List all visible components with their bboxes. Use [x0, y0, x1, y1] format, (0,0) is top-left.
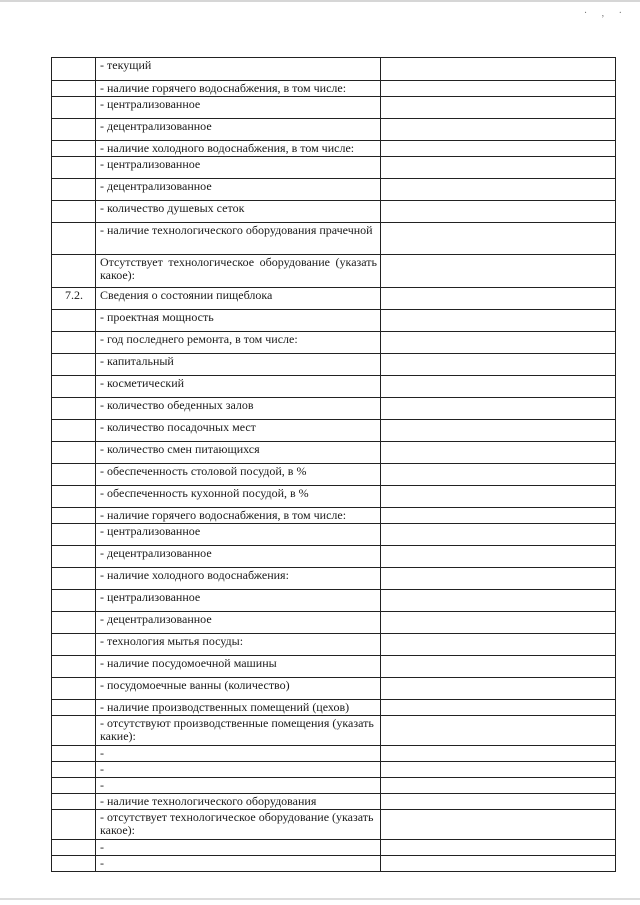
- row-description: - наличие производственных помещений (цехов): [96, 700, 381, 716]
- table-row: [52, 442, 616, 464]
- row-number: [52, 486, 96, 508]
- row-description: - текущий: [96, 58, 381, 81]
- table-row: [52, 119, 616, 141]
- row-number: [52, 656, 96, 678]
- table-row: [52, 856, 616, 872]
- row-number: [52, 778, 96, 794]
- row-value-field[interactable]: [381, 762, 616, 778]
- row-number: [52, 700, 96, 716]
- row-number: [52, 678, 96, 700]
- table-row: [52, 762, 616, 778]
- row-value-field[interactable]: [381, 354, 616, 376]
- row-description: -: [96, 762, 381, 778]
- row-number: [52, 398, 96, 420]
- table-row: [52, 223, 616, 255]
- row-value-field[interactable]: [381, 546, 616, 568]
- row-value-field[interactable]: [381, 58, 616, 81]
- row-number: [52, 97, 96, 119]
- form-table: [51, 57, 616, 872]
- table-row: [52, 179, 616, 201]
- row-number: [52, 332, 96, 354]
- row-value-field[interactable]: [381, 81, 616, 97]
- table-row: [52, 420, 616, 442]
- row-number: [52, 179, 96, 201]
- table-row: [52, 716, 616, 746]
- row-value-field[interactable]: [381, 508, 616, 524]
- table-row: [52, 354, 616, 376]
- row-number: [52, 568, 96, 590]
- table-row: [52, 678, 616, 700]
- row-value-field[interactable]: [381, 656, 616, 678]
- row-value-field[interactable]: [381, 201, 616, 223]
- row-value-field[interactable]: [381, 157, 616, 179]
- row-number: [52, 420, 96, 442]
- scan-bottom-edge: [0, 898, 640, 900]
- table-row: [52, 700, 616, 716]
- row-description: -: [96, 746, 381, 762]
- scan-top-edge: [0, 0, 640, 2]
- row-value-field[interactable]: [381, 119, 616, 141]
- row-description: - косметический: [96, 376, 381, 398]
- row-value-field[interactable]: [381, 332, 616, 354]
- row-value-field[interactable]: [381, 524, 616, 546]
- row-description: - проектная мощность: [96, 310, 381, 332]
- row-description: - децентрализованное: [96, 612, 381, 634]
- table-row: [52, 810, 616, 840]
- row-number: [52, 310, 96, 332]
- row-description: -: [96, 840, 381, 856]
- row-value-field[interactable]: [381, 700, 616, 716]
- row-description: - наличие посудомоечной машины: [96, 656, 381, 678]
- row-description: - количество посадочных мест: [96, 420, 381, 442]
- row-description: Отсутствует технологическое оборудование (указать какое):: [96, 255, 381, 288]
- table-row: [52, 310, 616, 332]
- table-row: [52, 634, 616, 656]
- table-row: [52, 656, 616, 678]
- table-row: [52, 778, 616, 794]
- table-row: [52, 157, 616, 179]
- row-description: - наличие горячего водоснабжения, в том числе:: [96, 81, 381, 97]
- row-number: [52, 794, 96, 810]
- row-value-field[interactable]: [381, 612, 616, 634]
- table-row: [52, 464, 616, 486]
- row-value-field[interactable]: [381, 420, 616, 442]
- row-value-field[interactable]: [381, 442, 616, 464]
- row-description: - децентрализованное: [96, 119, 381, 141]
- row-value-field[interactable]: [381, 310, 616, 332]
- table-row: [52, 794, 616, 810]
- row-number: [52, 255, 96, 288]
- scan-specks: · , ·: [583, 8, 628, 19]
- row-value-field[interactable]: [381, 179, 616, 201]
- row-description: - наличие технологического оборудования: [96, 794, 381, 810]
- row-number: [52, 810, 96, 840]
- row-description: - обеспеченность кухонной посудой, в %: [96, 486, 381, 508]
- row-value-field[interactable]: [381, 746, 616, 762]
- row-number: [52, 81, 96, 97]
- row-number: [52, 58, 96, 81]
- row-number: [52, 508, 96, 524]
- row-value-field[interactable]: [381, 634, 616, 656]
- row-description: - количество смен питающихся: [96, 442, 381, 464]
- row-number: [52, 376, 96, 398]
- row-description: - год последнего ремонта, в том числе:: [96, 332, 381, 354]
- table-row: [52, 398, 616, 420]
- row-description: - обеспеченность столовой посудой, в %: [96, 464, 381, 486]
- row-value-field[interactable]: [381, 255, 616, 288]
- row-number: [52, 141, 96, 157]
- row-value-field[interactable]: [381, 840, 616, 856]
- row-number: 7.2.: [52, 288, 96, 310]
- row-description: - наличие горячего водоснабжения, в том числе:: [96, 508, 381, 524]
- row-number: [52, 354, 96, 376]
- row-description: - децентрализованное: [96, 179, 381, 201]
- form-table-body: [52, 58, 616, 872]
- row-description: - централизованное: [96, 524, 381, 546]
- row-description: - децентрализованное: [96, 546, 381, 568]
- row-number: [52, 223, 96, 255]
- row-description: - централизованное: [96, 590, 381, 612]
- row-number: [52, 840, 96, 856]
- table-row: [52, 612, 616, 634]
- table-row: [52, 508, 616, 524]
- row-description: - наличие холодного водоснабжения, в том числе:: [96, 141, 381, 157]
- row-value-field[interactable]: [381, 376, 616, 398]
- table-row: [52, 201, 616, 223]
- row-value-field[interactable]: [381, 464, 616, 486]
- row-value-field[interactable]: [381, 398, 616, 420]
- row-number: [52, 464, 96, 486]
- row-value-field[interactable]: [381, 486, 616, 508]
- row-value-field[interactable]: [381, 141, 616, 157]
- row-value-field[interactable]: [381, 778, 616, 794]
- row-description: - отсутствует технологическое оборудование (указать какое):: [96, 810, 381, 840]
- row-number: [52, 746, 96, 762]
- table-row: [52, 376, 616, 398]
- row-value-field[interactable]: [381, 856, 616, 872]
- table-row: [52, 546, 616, 568]
- row-number: [52, 524, 96, 546]
- row-number: [52, 634, 96, 656]
- table-row: [52, 746, 616, 762]
- row-value-field[interactable]: [381, 716, 616, 746]
- row-value-field[interactable]: [381, 810, 616, 840]
- row-value-field[interactable]: [381, 97, 616, 119]
- row-description: - количество обеденных залов: [96, 398, 381, 420]
- table-row: [52, 590, 616, 612]
- table-row: [52, 81, 616, 97]
- row-description: - капитальный: [96, 354, 381, 376]
- row-number: [52, 590, 96, 612]
- row-description: - наличие холодного водоснабжения:: [96, 568, 381, 590]
- row-value-field[interactable]: [381, 288, 616, 310]
- row-description: - централизованное: [96, 97, 381, 119]
- row-description: - наличие технологического оборудования прачечной: [96, 223, 381, 255]
- row-description: -: [96, 856, 381, 872]
- row-number: [52, 546, 96, 568]
- row-value-field[interactable]: [381, 223, 616, 255]
- row-number: [52, 201, 96, 223]
- row-description: - посудомоечные ванны (количество): [96, 678, 381, 700]
- row-number: [52, 442, 96, 464]
- row-description: - количество душевых сеток: [96, 201, 381, 223]
- table-row: [52, 255, 616, 288]
- row-description: - технология мытья посуды:: [96, 634, 381, 656]
- row-value-field[interactable]: [381, 590, 616, 612]
- row-value-field[interactable]: [381, 794, 616, 810]
- table-row: [52, 486, 616, 508]
- table-row: [52, 97, 616, 119]
- table-row: [52, 288, 616, 310]
- row-value-field[interactable]: [381, 678, 616, 700]
- row-description: - централизованное: [96, 157, 381, 179]
- row-number: [52, 762, 96, 778]
- table-row: [52, 332, 616, 354]
- row-description: - отсутствуют производственные помещения (указать какие):: [96, 716, 381, 746]
- table-row: [52, 568, 616, 590]
- table-row: [52, 58, 616, 81]
- row-number: [52, 119, 96, 141]
- row-description: Сведения о состоянии пищеблока: [96, 288, 381, 310]
- row-value-field[interactable]: [381, 568, 616, 590]
- row-number: [52, 856, 96, 872]
- table-row: [52, 141, 616, 157]
- table-row: [52, 840, 616, 856]
- row-description: -: [96, 778, 381, 794]
- table-row: [52, 524, 616, 546]
- row-number: [52, 716, 96, 746]
- row-number: [52, 157, 96, 179]
- row-number: [52, 612, 96, 634]
